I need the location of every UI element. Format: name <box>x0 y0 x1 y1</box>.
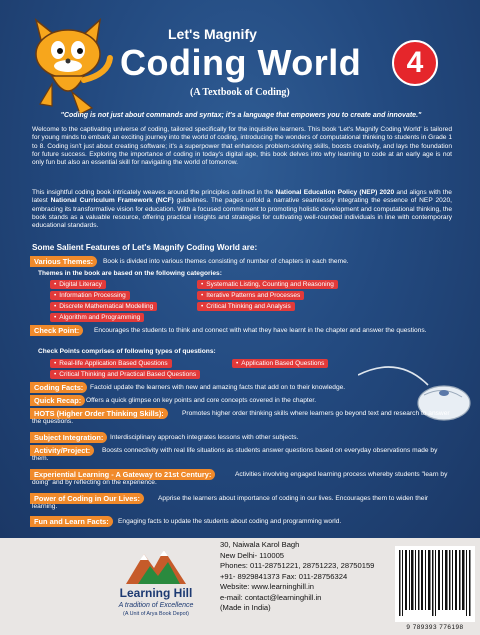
fun-label: Fun and Learn Facts: <box>30 516 113 527</box>
checkpoint-pill: • Real-life Application Based Questions <box>50 359 172 368</box>
activity-label: Activity/Project: <box>30 445 94 456</box>
quote-text: "Coding is not just about commands and syntax; it's a language that empowers you to create and innovate." <box>60 112 422 119</box>
nep-text-1: This insightful coding book intricately weaves around the principles outlined in the <box>32 189 276 196</box>
themes-sub: Themes in the book are based on the following categories: <box>38 270 222 277</box>
facts-desc: Factoid update the learners with new and amazing facts that add on to their knowledge. <box>90 384 346 391</box>
barcode-icon <box>395 546 475 622</box>
nep-text-2: and aligns with the latest <box>32 189 452 205</box>
brand-title: Let's Magnify <box>168 26 257 42</box>
hots-desc: Promotes higher order thinking skills where learners go beyond text and research to answer the questions. <box>32 410 450 426</box>
theme-pill: • Critical Thinking and Analysis <box>197 302 295 311</box>
themes-desc: Book is divided into various themes consisting of number of chapters in each theme. <box>103 258 349 265</box>
mobile-fax-line: +91- 8929841373 Fax: 011-28756324 <box>220 571 348 581</box>
theme-pill: • Information Processing <box>50 291 130 300</box>
book-title: Coding World <box>120 42 362 83</box>
power-desc: Apprise the learners about importance of coding in our lives. Encourages them to widen their learning. <box>32 495 429 511</box>
ncf-bold: National Curriculum Framework (NCF) <box>50 197 174 205</box>
address-line-1: 30, Naiwala Karol Bagh <box>220 540 300 549</box>
facts-label: Coding Facts: <box>30 382 87 393</box>
recap-label: Quick Recap: <box>30 395 85 406</box>
nep-paragraph <box>32 189 452 230</box>
themes-label: Various Themes: <box>30 256 97 267</box>
isbn-number: 9 789393 776198 <box>406 624 464 631</box>
email-line: e-mail: contact@learninghill.in <box>220 592 322 602</box>
checkpoint-pill: • Critical Thinking and Practical Based Questions <box>50 370 200 379</box>
learning-hill-logo-icon <box>124 546 188 586</box>
publisher-tagline: A tradition of Excellence <box>118 602 194 609</box>
activity-desc: Boosts connectivity with real life situations as students answer questions based on everyday observations made by them. <box>32 447 438 463</box>
barcode <box>395 546 475 622</box>
checkpoint-label: Check Point: <box>30 325 83 336</box>
checkpoint-sub: Check Points comprises of following types of questions: <box>38 348 216 355</box>
hots-label: HOTS (Higher Order Thinking Skills): <box>30 408 168 419</box>
phones-line: Phones: 011-28751221, 28751223, 28750159 <box>220 561 375 570</box>
scratch-cat-icon <box>22 14 120 122</box>
fun-desc: Engaging facts to update the students about coding and programming world. <box>118 518 342 525</box>
salient-heading: Some Salient Features of Let's Magnify Coding World are: <box>32 243 258 252</box>
book-subtitle: (A Textbook of Coding) <box>190 87 290 98</box>
subject-label: Subject Integration: <box>30 432 107 443</box>
subject-desc: Interdisciplinary approach integrates lessons with other subjects. <box>110 434 299 441</box>
checkpoint-pill: • Application Based Questions <box>232 359 328 368</box>
experiential-desc: Activities involving engaged learning process whereby students "learn by doing" and by reflecting on the experience. <box>32 471 448 487</box>
nep-text-3: guidelines. The pages unfold a narrative seamlessly integrating the essence of NEP 2020, embracing its transformative vision for education. With a focused commitment to promoting holistic development and computational thinking, the book stands as a valuable resource, offering practical insights and strategies for cultivating well-rounded individuals in line with contemporary educational standards. <box>32 197 452 230</box>
recap-desc: Offers a quick glimpse on key points and core concepts covered in the chapter. <box>86 397 317 404</box>
publisher-name: Learning Hill <box>119 586 193 600</box>
grade-badge: 4 <box>392 40 438 86</box>
address-line-2: New Delhi- 110005 <box>220 550 285 560</box>
theme-pill: • Algorithm and Programming <box>50 313 144 322</box>
intro-paragraph: Welcome to the captivating universe of coding, tailored specifically for the inquisitive learners. This book 'Let's Magnify Coding World' is tailored for young minds to embark an exciting journey into the world of coding, introducing the wonders of computational thinking to students in Grade 1 to 8. Coding isn't just about creating software; it's a superpower that enhances problem-solving skills, boosts creativity, and lays the foundation for future success. Exploring the importance of coding in today's digital age, this book delves into why learning to code at an early age is not only fun but also an essential skill for navigating the world of tomorrow. <box>32 126 452 167</box>
website-line: Website: www.learninghill.in <box>220 582 314 591</box>
checkpoint-desc: Encourages the students to think and connect with what they have learnt in the chapter and answer the questions. <box>94 327 427 334</box>
theme-pill: • Discrete Mathematical Modelling <box>50 302 157 311</box>
power-label: Power of Coding in Our Lives: <box>30 493 144 504</box>
experiential-label: Experiential Learning - A Gateway to 21st Century: <box>30 469 215 480</box>
nep-bold: National Education Policy (NEP) 2020 <box>275 189 395 196</box>
publisher-unit: (A Unit of Arya Book Depot) <box>123 611 189 617</box>
theme-pill: • Systematic Listing, Counting and Reasoning <box>197 280 338 289</box>
publisher-contact <box>220 540 374 614</box>
made-in-line: (Made in India) <box>220 603 271 612</box>
theme-pill: • Iterative Patterns and Processes <box>197 291 304 300</box>
publisher-footer <box>0 538 480 635</box>
theme-pill: • Digital Literacy <box>50 280 106 289</box>
